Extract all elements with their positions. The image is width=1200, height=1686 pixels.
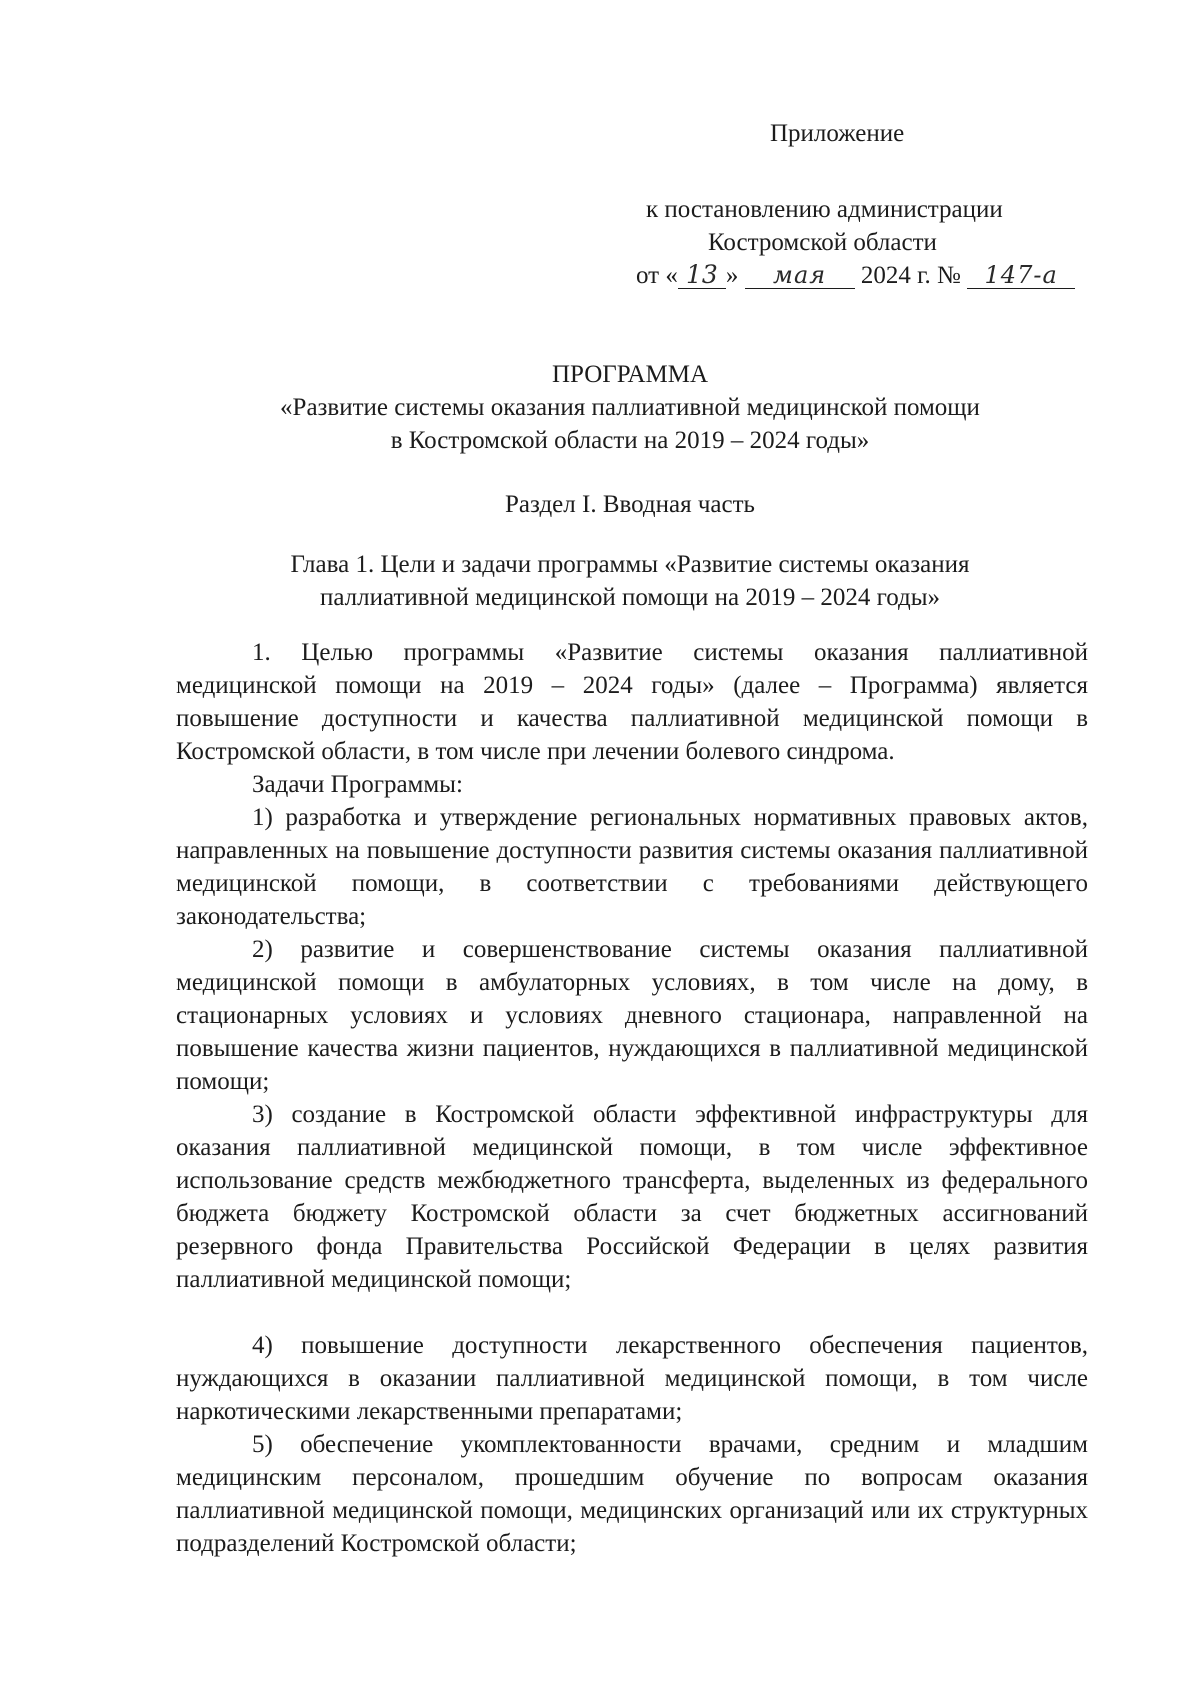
handwritten-day: 13 — [678, 262, 726, 289]
task-item-4-block — [176, 1329, 1088, 1428]
section-title: Раздел I. Вводная часть — [505, 491, 755, 518]
task-item-3-block — [176, 1098, 1088, 1296]
task-item-2-block — [176, 933, 1088, 1098]
annex-resolution-line: к постановлению администрации — [646, 196, 1003, 223]
chapter-title-line-2: паллиативной медицинской помощи на 2019 – 2024 годы» — [319, 584, 941, 611]
goal-paragraph-block — [176, 636, 1088, 768]
task-item-4: 4) повышение доступности лекарственного обеспечения пациентов, нуждающихся в оказании паллиативной медицинской помощи, в том числе наркотическими лекарственными препаратами; — [176, 1332, 1088, 1425]
tasks-heading-block — [176, 768, 1088, 801]
chapter-title-line-1: Глава 1. Цели и задачи программы «Развитие системы оказания — [290, 551, 970, 578]
resolution-date-line — [636, 262, 1075, 290]
task-item-1: 1) разработка и утверждение региональных нормативных правовых актов, направленных на повышение доступности развития системы оказания паллиативной медицинской помощи, в соответствии с требованиями действующего законодательства; — [176, 804, 1088, 930]
program-title: ПРОГРАММА — [551, 361, 709, 388]
task-item-2: 2) развитие и совершенствование системы оказания паллиативной медицинской помощи в амбулаторных условиях, в том числе на дому, в стационарных условиях и условиях дневного стационара, направленной на повышение качества жизни пациентов, нуждающихся в паллиативной медицинской помощи; — [176, 936, 1088, 1095]
annex-region-line: Костромской области — [708, 229, 937, 256]
task-item-5-block — [176, 1428, 1088, 1560]
date-mid: » — [725, 262, 739, 289]
program-subtitle-line-1: «Развитие системы оказания паллиативной медицинской помощи — [280, 394, 980, 421]
goal-paragraph: 1. Целью программы «Развитие системы оказания паллиативной медицинской помощи на 2019 – 2024 годы» (далее – Программа) является повышение доступности и качества паллиативной медицинской помощи в Костромской области, в том числе при лечении болевого синдрома. — [176, 639, 1088, 765]
chapter-heading — [170, 548, 1090, 614]
annex-title: Приложение — [770, 120, 905, 147]
handwritten-month: мая — [745, 263, 855, 289]
date-prefix: от « — [636, 262, 678, 289]
task-item-3: 3) создание в Костромской области эффективной инфраструктуры для оказания паллиативной медицинской помощи, в том числе эффективное использование средств межбюджетного трансферта, выделенных из федерального бюджета бюджету Костромской области за счет бюджетных ассигнований резервного фонда Правительства Российской Федерации в целях развития паллиативной медицинской помощи; — [176, 1101, 1088, 1293]
program-subtitle-line-2: в Костромской области на 2019 – 2024 годы» — [390, 427, 870, 454]
task-item-5: 5) обеспечение укомплектованности врачами, средним и младшим медицинским персоналом, прошедшим обучение по вопросам оказания паллиативной медицинской помощи, медицинских организаций или их структурных подразделений Костромской области; — [176, 1431, 1088, 1557]
task-item-1-block — [176, 801, 1088, 933]
program-heading — [170, 358, 1090, 457]
tasks-heading: Задачи Программы: — [252, 771, 463, 798]
date-year: 2024 г. № — [860, 262, 961, 289]
handwritten-doc-number: 147-а — [967, 263, 1075, 289]
